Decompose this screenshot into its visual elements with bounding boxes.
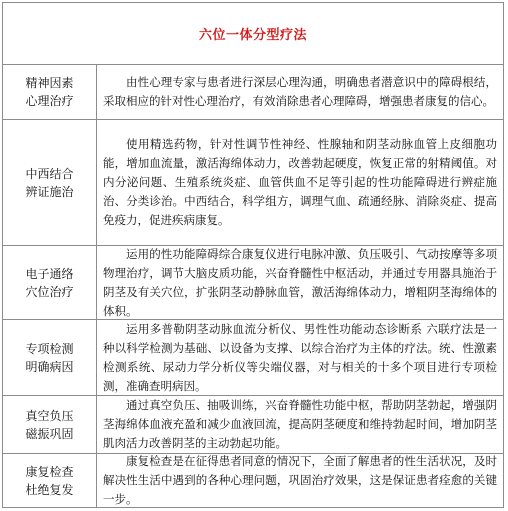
row-label-line: 磁振巩固 — [25, 426, 74, 441]
row-label-line: 精神因素 — [25, 76, 74, 90]
row-description-text: 运用多普勒阴茎动脉血流分析仪、男性性功能动态诊断系 六联疗法是一种以科学检测为基础、以设备为支撑、以综合治疗为主体的疗法。统、性激素检测系统、尿动力学分析仪等尖端仪器，对与相关的十多个项目进行专项检测，准确查明病因。 — [103, 321, 497, 393]
row-label-line: 康复检查 — [25, 464, 74, 479]
table-title-row — [3, 3, 503, 65]
row-description-text: 通过真空负压、抽吸训练，兴奋脊髓性功能中枢，帮助阴茎勃起，增强阴茎海绵体血液充盈和减少血液回流，提高阴茎硬度和维持勃起时间，增加阴茎肌肉活力改善阴茎的主动勃起功能。 — [103, 398, 497, 450]
row-description-text: 由性心理专家与患者进行深层心理沟通，明确患者潜意识中的障碍根结，采取相应的针对性心理治疗，有效消除患者心理障碍，增强患者康复的信心。 — [103, 75, 497, 108]
row-description — [97, 246, 503, 319]
row-label-line: 明确病因 — [25, 359, 74, 374]
row-label-line: 杜绝复发 — [25, 482, 74, 497]
row-label — [3, 65, 97, 119]
row-description — [97, 320, 503, 395]
table-row — [3, 454, 503, 507]
therapy-table — [2, 2, 504, 508]
row-label — [3, 396, 97, 453]
table-row — [3, 65, 503, 120]
row-description — [97, 65, 503, 119]
row-label — [3, 246, 97, 319]
row-description-text: 康复检查是在征得患者同意的情况下，全面了解患者的性生活状况，及时解决性生活中遇到的各种心理问题，巩固治疗效果，这是保证患者痊愈的关键一步。 — [103, 454, 497, 506]
table-row — [3, 120, 503, 246]
row-description-text: 运用的性功能障碍综合康复仪进行电脉冲激、负压吸引、气动按摩等多项物理治疗，调节大脑皮质功能，兴奋脊髓性中枢活动，并通过专用器具施治于阴茎及有关穴位，扩张阴茎动静脉血管，激活海绵体动力，增粗阴茎海绵体的体积。 — [103, 246, 497, 318]
row-label-line: 专项检测 — [25, 341, 74, 356]
row-description-text: 使用精选药物，针对性调节性神经、性腺轴和阴茎动脉血管上皮细胞功能，增加血流量，激活海绵体动力，改善勃起硬度，恢复正常的射精阈值。对内分泌问题、生殖系统炎症、血管供血不足等引起的性功能障碍进行辨症施治、分类诊治。中西结合，科学组方，调理气血、疏通经脉、消除炎症、提高免疫力，促进疾病康复。 — [103, 137, 497, 227]
row-label-line: 中西结合 — [25, 166, 74, 181]
row-label — [3, 320, 97, 395]
row-label-line: 穴位治疗 — [25, 284, 74, 299]
table-row — [3, 396, 503, 454]
table-row — [3, 320, 503, 396]
table-title: 六位一体分型疗法 — [198, 28, 307, 43]
table-row — [3, 246, 503, 320]
row-label-line: 电子通络 — [25, 266, 74, 281]
row-description — [97, 120, 503, 245]
row-label-line: 辨证施治 — [25, 184, 74, 199]
row-description — [97, 396, 503, 453]
row-label — [3, 454, 97, 507]
row-label-line: 心理治疗 — [25, 94, 74, 108]
row-label — [3, 120, 97, 245]
row-label-line: 真空负压 — [25, 408, 74, 423]
row-description — [97, 454, 503, 507]
